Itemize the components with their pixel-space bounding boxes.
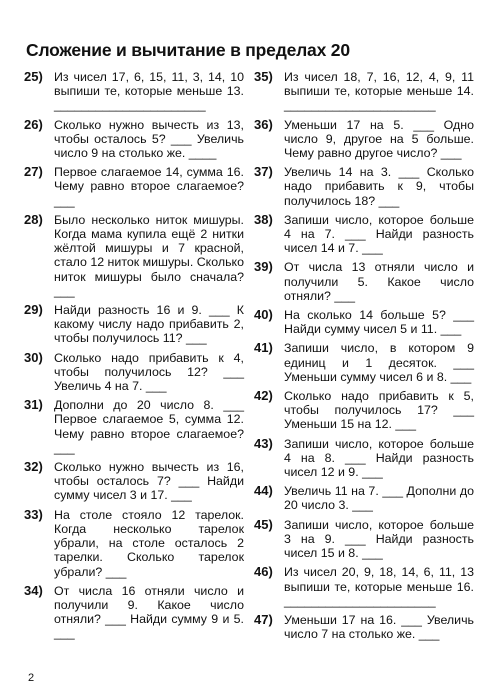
task-text: Сколько надо прибавить к 4, чтобы получилось 12? ___ Увеличь 4 на 7. ___ <box>54 350 244 394</box>
task-number: 35) <box>254 69 273 84</box>
task-text: Из чисел 20, 9, 18, 14, 6, 11, 13 выпиши те, которые меньше 16. ______________________ <box>284 565 474 608</box>
task-number: 44) <box>254 483 273 499</box>
task-number: 26) <box>24 116 43 132</box>
task-37 <box>254 165 474 208</box>
right-column <box>254 70 474 646</box>
task-text: Сколько нужно вычесть из 16, чтобы осталось 7? ___ Найди сумму чисел 3 и 17. ___ <box>54 460 244 503</box>
task-35 <box>254 70 474 113</box>
task-number: 30) <box>24 349 43 365</box>
task-46 <box>254 565 474 608</box>
task-25 <box>24 70 244 113</box>
page-number: 2 <box>28 672 35 684</box>
task-text: Сколько нужно вычесть из 13, чтобы осталось 5? ___ Увеличь число 9 на столько же. ____ <box>54 117 244 161</box>
task-number: 38) <box>254 211 273 227</box>
task-text: Увеличь 14 на 3. ___ Сколько надо прибавить к 9, чтобы получилось 18? ___ <box>284 165 474 208</box>
task-number: 28) <box>24 211 43 227</box>
task-41 <box>254 341 474 384</box>
task-text: Из чисел 17, 6, 15, 11, 3, 14, 10 выпиши те, которые меньше 13. ______________________ <box>54 70 244 113</box>
task-number: 41) <box>254 340 273 356</box>
task-28 <box>24 213 244 298</box>
task-31 <box>24 398 244 455</box>
task-number: 33) <box>24 506 43 522</box>
task-text: От числа 16 отняли число и получили 9. Какое число отняли? ___ Найди сумму 9 и 5. ___ <box>54 583 244 641</box>
task-text: На сколько 14 больше 5? ___ Найди сумму чисел 5 и 11. ___ <box>284 308 474 337</box>
task-text: Из чисел 18, 7, 16, 12, 4, 9, 11 выпиши те, которые меньше 14. ______________________ <box>284 70 474 113</box>
task-text: Дополни до 20 число 8. ___ Первое слагаемое 5, сумма 12. Чему равно второе слагаемое? ___ <box>54 398 244 455</box>
task-27 <box>24 165 244 208</box>
task-38 <box>254 213 474 256</box>
task-30 <box>24 351 244 394</box>
task-36 <box>254 118 474 161</box>
task-text: Уменьши 17 на 5. ___ Одно число 9, другое на 5 больше. Чему равно другое число? ___ <box>284 117 474 161</box>
task-32 <box>24 460 244 503</box>
task-number: 25) <box>24 69 43 84</box>
task-44 <box>254 484 474 512</box>
task-47 <box>254 613 474 641</box>
task-text: Было несколько ниток мишуры. Когда мама купила ещё 2 нитки жёлтой мишуры и 7 красной, стало 12 ниток мишуры. Сколько ниток мишуры было сначала? ___ <box>54 212 244 298</box>
task-text: Запиши число, которое больше 3 на 9. ___ Найди разность чисел 15 и 8. ___ <box>284 517 474 561</box>
page-title: Сложение и вычитание в пределах 20 <box>26 40 350 60</box>
task-number: 36) <box>254 116 273 132</box>
task-number: 34) <box>24 582 43 598</box>
task-text: Запиши число, в котором 9 единиц и 1 десяток. ___ Уменьши сумму чисел 6 и 8. ___ <box>284 341 474 384</box>
task-33 <box>24 508 244 579</box>
task-43 <box>254 437 474 480</box>
task-text: Сколько надо прибавить к 5, чтобы получилось 17? ___ Уменьши 15 на 12. ___ <box>284 389 474 432</box>
task-text: Первое слагаемое 14, сумма 16. Чему равно второе слагаемое? ___ <box>54 165 244 208</box>
task-text: Уменьши 17 на 16. ___ Увеличь число 7 на столько же. ___ <box>284 612 474 642</box>
task-text: Запиши число, которое больше 4 на 8. ___ Найди разность чисел 12 и 9. ___ <box>284 436 474 480</box>
task-text: От числа 13 отняли число и получили 5. Какое число отняли? ___ <box>284 260 474 303</box>
task-number: 42) <box>254 388 273 404</box>
task-26 <box>24 118 244 161</box>
task-42 <box>254 389 474 432</box>
task-number: 32) <box>24 459 43 475</box>
task-number: 47) <box>254 611 273 627</box>
task-number: 46) <box>254 564 273 580</box>
task-number: 39) <box>254 259 273 275</box>
left-column <box>24 70 244 646</box>
task-34 <box>24 584 244 641</box>
task-39 <box>254 260 474 303</box>
task-text: Найди разность 16 и 9. ___ К какому числу надо прибавить 2, чтобы получилось 11? ___ <box>54 303 244 346</box>
task-number: 27) <box>24 164 43 180</box>
task-text: На столе стояло 12 тарелок. Когда несколько тарелок убрали, на столе осталось 2 тарелки. Сколько тарелок убрали? ___ <box>54 507 244 579</box>
task-29 <box>24 303 244 346</box>
task-number: 31) <box>24 397 43 413</box>
task-number: 43) <box>254 435 273 451</box>
task-40 <box>254 308 474 336</box>
task-number: 37) <box>254 164 273 180</box>
task-text: Запиши число, которое больше 4 на 7. ___ Найди разность чисел 14 и 7. ___ <box>284 212 474 256</box>
task-number: 29) <box>24 302 43 318</box>
task-number: 40) <box>254 307 273 323</box>
task-number: 45) <box>254 516 273 532</box>
task-45 <box>254 518 474 561</box>
task-text: Увеличь 11 на 7. ___ Дополни до 20 число 3. ___ <box>284 484 474 513</box>
